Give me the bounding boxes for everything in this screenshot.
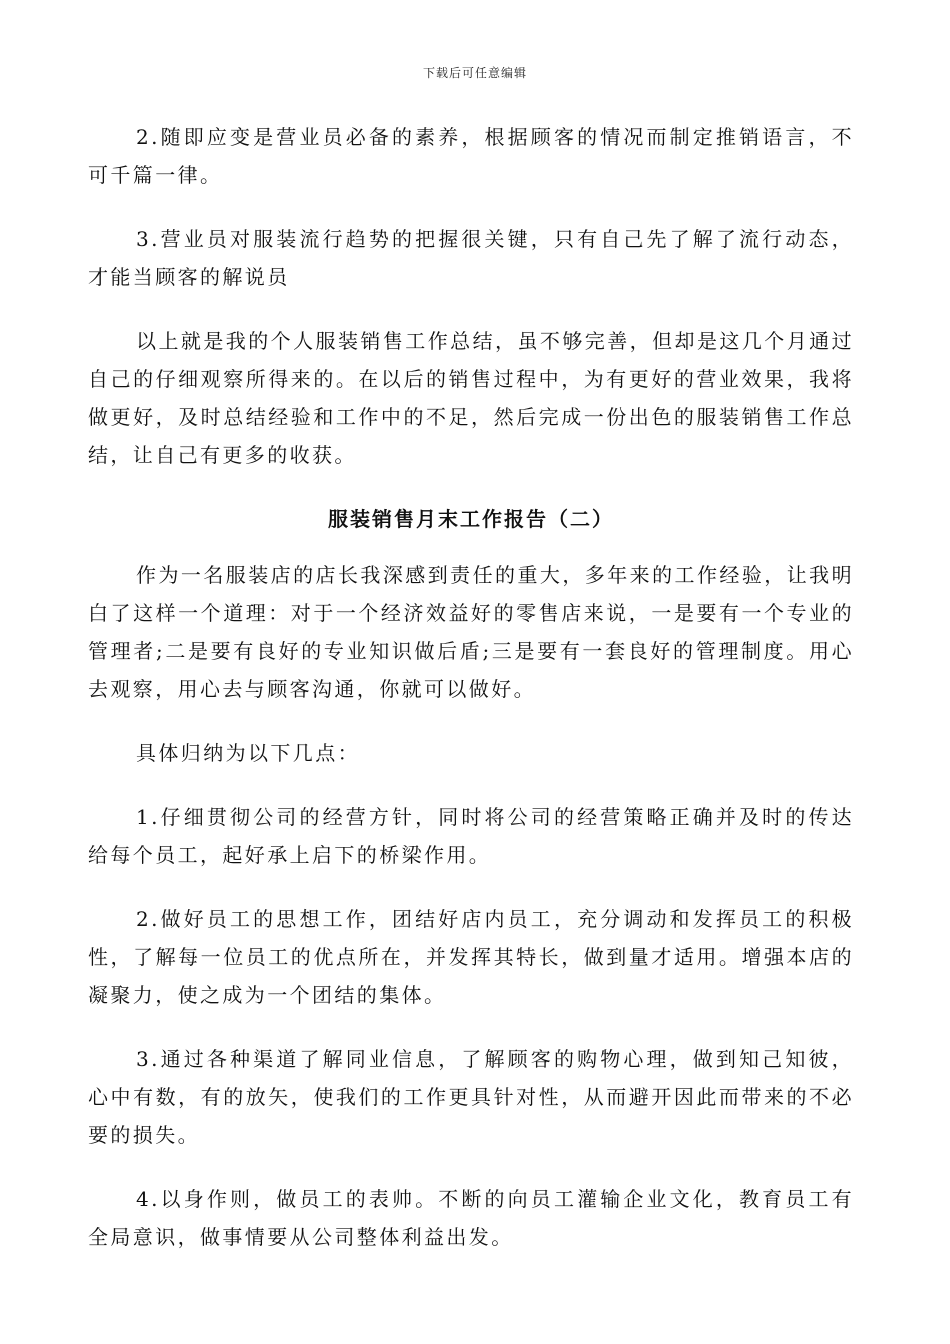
paragraph-list-intro: 具体归纳为以下几点： [136, 741, 360, 765]
paragraph-intro: 作为一名服装店的店长我深感到责任的重大，多年来的工作经验，让我明白了这样一个道理：对于一个经济效益好的零售店来说，一是要有一个专业的管理者;二是要有良好的专业知识做后盾;三是要有一套良好的管理制度。用心去观察，用心去与顾客沟通，你就可以做好。 [88, 563, 854, 701]
list-item-2: 2.做好员工的思想工作，团结好店内员工，充分调动和发挥员工的积极性，了解每一位员工的优点所在，并发挥其特长，做到量才适用。增强本店的凝聚力，使之成为一个团结的集体。 [88, 907, 854, 1007]
paragraph-point-2: 2.随即应变是营业员必备的素养，根据顾客的情况而制定推销语言，不可千篇一律。 [88, 125, 854, 187]
paragraph-summary: 以上就是我的个人服装销售工作总结，虽不够完善，但却是这几个月通过自己的仔细观察所得来的。在以后的销售过程中，为有更好的营业效果，我将做更好，及时总结经验和工作中的不足，然后完成一份出色的服装销售工作总结，让自己有更多的收获。 [88, 329, 854, 467]
list-item-3: 3.通过各种渠道了解同业信息，了解顾客的购物心理，做到知己知彼，心中有数，有的放矢，使我们的工作更具针对性，从而避开因此而带来的不必要的损失。 [88, 1047, 854, 1147]
page-header: 下载后可任意编辑 [422, 66, 527, 80]
document-body [88, 118, 854, 1282]
section-heading: 服装销售月末工作报告（二） [328, 507, 614, 531]
paragraph-point-3: 3.营业员对服装流行趋势的把握很关键，只有自己先了解了流行动态，才能当顾客的解说员 [88, 227, 854, 289]
list-item-1: 1.仔细贯彻公司的经营方针，同时将公司的经营策略正确并及时的传达给每个员工，起好承上启下的桥梁作用。 [88, 805, 854, 867]
list-item-4: 4.以身作则，做员工的表帅。不断的向员工灌输企业文化，教育员工有全局意识，做事情要从公司整体利益出发。 [88, 1187, 854, 1249]
